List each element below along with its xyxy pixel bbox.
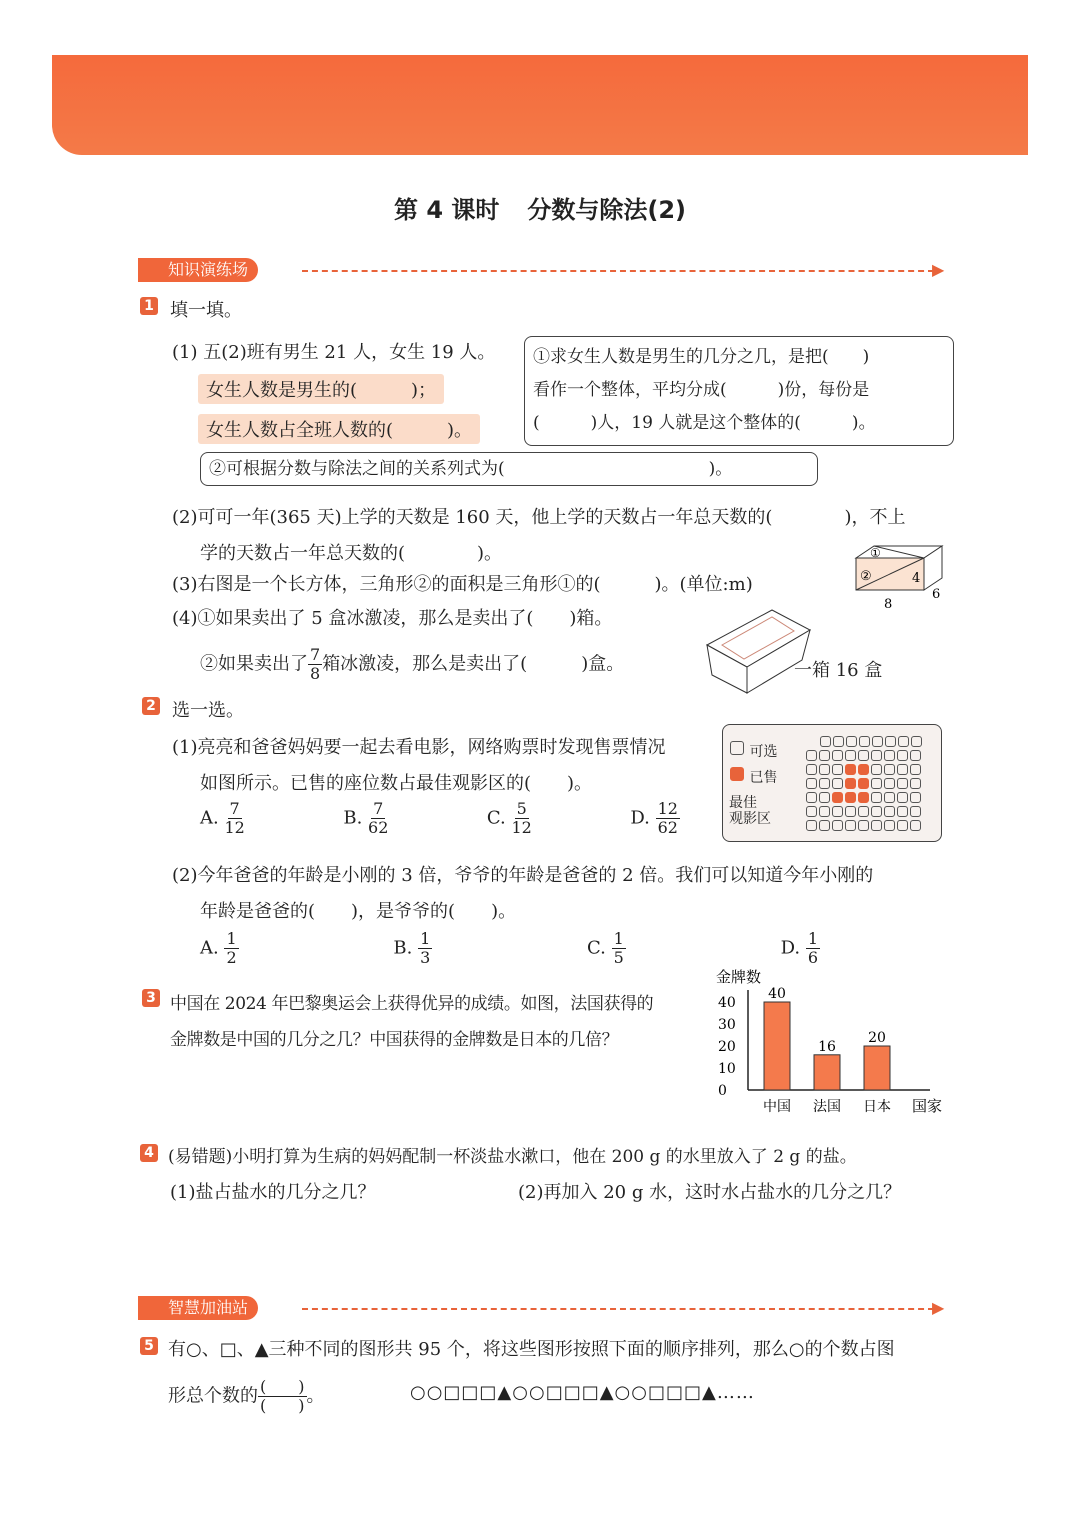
- seat[interactable]: [819, 778, 830, 789]
- option-letter: D.: [630, 807, 650, 829]
- numerator: 1: [807, 929, 818, 948]
- seat[interactable]: [845, 750, 856, 761]
- q2-p2-options: [200, 930, 820, 967]
- bar: [764, 1002, 790, 1090]
- available-seat-icon: [730, 741, 744, 755]
- seat[interactable]: [871, 820, 882, 831]
- legend-label: 观影区: [729, 811, 771, 827]
- width-label: 6: [932, 587, 941, 602]
- seat[interactable]: [832, 764, 843, 775]
- question-label: 选一选。: [172, 700, 244, 721]
- seat[interactable]: [806, 778, 817, 789]
- bar: [814, 1055, 840, 1090]
- q4-a: (1)盐占盐水的几分之几？: [170, 1182, 376, 1203]
- seat[interactable]: [845, 792, 856, 803]
- seat[interactable]: [819, 806, 830, 817]
- seat[interactable]: [910, 806, 921, 817]
- seat[interactable]: [885, 736, 896, 747]
- y-tick-label: 30: [718, 1017, 736, 1033]
- text: ②如果卖出了: [200, 653, 308, 675]
- divider: [302, 1308, 934, 1310]
- medal-chart: [712, 968, 962, 1118]
- text: 箱冰激凌，那么是卖出了( )盒。: [322, 653, 625, 675]
- denominator: 62: [657, 818, 678, 837]
- fraction: [612, 930, 626, 967]
- text: 如图所示。已售的座位数占最佳观影区的( )。: [200, 773, 593, 794]
- option-d[interactable]: [630, 800, 680, 837]
- q2-p2: [172, 858, 873, 930]
- option-letter: D.: [780, 937, 801, 959]
- seat[interactable]: [806, 820, 817, 831]
- seat[interactable]: [897, 778, 908, 789]
- section-challenge: 智慧加油站: [138, 1296, 258, 1320]
- fraction: [224, 930, 238, 967]
- seat[interactable]: [819, 764, 830, 775]
- hint-box-1: [524, 336, 954, 446]
- page-title: [0, 190, 1080, 225]
- seat[interactable]: [910, 750, 921, 761]
- numerator: 7: [310, 645, 321, 664]
- question-number: 5: [140, 1337, 158, 1355]
- seat[interactable]: [897, 764, 908, 775]
- hint-line: ( )人，19 人就是这个整体的( )。: [533, 413, 876, 433]
- seat[interactable]: [859, 736, 870, 747]
- fraction: [224, 800, 244, 837]
- seat[interactable]: [833, 736, 844, 747]
- q1-p1-a: 女生人数是男生的( )；: [198, 374, 444, 404]
- question-number: 4: [140, 1144, 158, 1162]
- seat[interactable]: [806, 792, 817, 803]
- fraction: [308, 646, 322, 683]
- option-letter: C.: [486, 807, 506, 829]
- hint-line: 看作一个整体，平均分成( )份，每份是: [533, 380, 870, 400]
- legend-label: 最佳: [729, 795, 757, 811]
- legend-label: 已售: [749, 770, 778, 786]
- seat[interactable]: [898, 736, 909, 747]
- q1-p1-b: 女生人数占全班人数的( )。: [198, 414, 480, 444]
- seat[interactable]: [845, 820, 856, 831]
- box-label: 一箱 16 盒: [794, 660, 883, 681]
- hint-line: ①求女生人数是男生的几分之几，是把( ): [533, 347, 870, 367]
- seat[interactable]: [911, 736, 922, 747]
- seat[interactable]: [910, 764, 921, 775]
- option-letter: A.: [200, 937, 219, 959]
- data-label: 20: [868, 1030, 886, 1046]
- triangle-2-label: ②: [860, 569, 872, 584]
- option-letter: B.: [343, 807, 363, 829]
- denominator: 5: [613, 948, 624, 967]
- q5-text2: 形总个数的 $\frac{( )}{( )}$ 。: [168, 1377, 325, 1415]
- seat[interactable]: [871, 750, 882, 761]
- text: (2)今年爸爸的年龄是小刚的 3 倍，爷爷的年龄是爸爸的 2 倍。我们可以知道今年小刚的: [172, 865, 874, 886]
- text: (1)亮亮和爸爸妈妈要一起去看电影，网络购票时发现售票情况: [172, 737, 666, 758]
- seat[interactable]: [832, 778, 843, 789]
- numerator: 1: [613, 929, 624, 948]
- q2-p1-options: [200, 800, 680, 837]
- y-tick-label: 40: [718, 995, 736, 1011]
- seat[interactable]: [832, 792, 843, 803]
- q1-p4a: (4)①如果卖出了 5 盒冰激凌，那么是卖出了( )箱。: [172, 608, 613, 629]
- denominator: 6: [807, 948, 818, 967]
- q1-p3: (3)右图是一个长方体，三角形②的面积是三角形①的( )。(单位:m): [172, 574, 753, 595]
- seat[interactable]: [910, 792, 921, 803]
- fraction: [806, 930, 820, 967]
- x-tick-label: 日本: [863, 1099, 891, 1115]
- option-letter: B.: [393, 937, 413, 959]
- seat[interactable]: [832, 806, 843, 817]
- bar: [864, 1046, 890, 1090]
- q1-p4b: [200, 646, 624, 683]
- numerator-blank: ( ): [260, 1377, 305, 1396]
- sold-seat-icon: [730, 767, 744, 781]
- denominator: 3: [420, 948, 431, 967]
- q1-p2: [172, 500, 905, 572]
- seat[interactable]: [858, 820, 869, 831]
- seat[interactable]: [897, 806, 908, 817]
- option-c[interactable]: [587, 930, 626, 967]
- height-label: 4: [912, 571, 921, 586]
- option-letter: C.: [587, 937, 606, 959]
- seat[interactable]: [832, 750, 843, 761]
- fraction: [512, 800, 532, 837]
- seat[interactable]: [884, 778, 895, 789]
- seat[interactable]: [858, 792, 869, 803]
- option-b[interactable]: [393, 930, 432, 967]
- seat-map: [722, 724, 942, 842]
- section-practice: 知识演练场: [138, 258, 258, 282]
- seat-legend: [729, 739, 777, 827]
- seat[interactable]: [897, 792, 908, 803]
- seat[interactable]: [845, 778, 856, 789]
- seat[interactable]: [871, 806, 882, 817]
- hint-box-2: ②可根据分数与除法之间的关系列式为( )。: [200, 452, 818, 486]
- seat[interactable]: [897, 820, 908, 831]
- shape-sequence: ○○□□□▲○○□□□▲○○□□□▲……: [410, 1382, 755, 1403]
- seat[interactable]: [819, 820, 830, 831]
- q4-b: (2)再加入 20 g 水，这时水占盐水的几分之几？: [518, 1182, 902, 1203]
- text: 年龄是爸爸的( )，是爷爷的( )。: [200, 901, 517, 922]
- option-c[interactable]: [487, 800, 532, 837]
- seat[interactable]: [910, 778, 921, 789]
- numerator: 7: [229, 799, 240, 818]
- data-label: 16: [818, 1038, 836, 1055]
- seat[interactable]: [910, 820, 921, 831]
- q5-text: 有○、□、▲三种不同的图形共 95 个，将这些图形按照下面的顺序排列，那么○的个数占图: [168, 1339, 895, 1360]
- answer-fraction: [258, 1378, 307, 1415]
- seat[interactable]: [884, 792, 895, 803]
- option-a[interactable]: [200, 930, 239, 967]
- seat[interactable]: [872, 736, 883, 747]
- question-number: 2: [142, 697, 160, 715]
- y-tick-label: 10: [718, 1061, 736, 1077]
- seat[interactable]: [845, 764, 856, 775]
- header-banner: [52, 55, 1028, 155]
- seat[interactable]: [871, 778, 882, 789]
- data-label: 40: [768, 986, 786, 1002]
- seat[interactable]: [871, 764, 882, 775]
- triangle-1-label: ①: [870, 546, 881, 560]
- x-axis-label: 国家: [912, 1097, 943, 1115]
- question-label: 填一填。: [170, 300, 242, 321]
- text: 学的天数占一年总天数的( )。: [200, 543, 503, 564]
- arrow-icon: ▶: [932, 1298, 945, 1317]
- question-number: 1: [140, 297, 158, 315]
- denominator: 2: [226, 948, 237, 967]
- q1-p1-stem: (1) 五(2)班有男生 21 人，女生 19 人。: [172, 342, 496, 363]
- seat[interactable]: [858, 764, 869, 775]
- text: 中国在 2024 年巴黎奥运会上获得优异的成绩。如图，法国获得的: [170, 994, 654, 1014]
- text: 金牌数是中国的几分之几？中国获得的金牌数是日本的几倍？: [170, 1030, 619, 1050]
- denominator-blank: ( ): [260, 1396, 305, 1415]
- seat[interactable]: [858, 806, 869, 817]
- lesson-number: 第 4 课时: [393, 196, 500, 224]
- option-letter: A.: [200, 807, 219, 829]
- seat[interactable]: [858, 778, 869, 789]
- option-a[interactable]: [200, 800, 245, 837]
- y-tick-label: 20: [718, 1039, 736, 1055]
- denominator: 12: [511, 818, 532, 837]
- text: (2)可可一年(365 天)上学的天数是 160 天，他上学的天数占一年总天数的( )，不上: [172, 507, 906, 528]
- fraction: [368, 800, 388, 837]
- x-tick-label: 中国: [763, 1099, 791, 1115]
- seat[interactable]: [897, 750, 908, 761]
- option-d[interactable]: [781, 930, 820, 967]
- seat[interactable]: [806, 806, 817, 817]
- seat[interactable]: [845, 806, 856, 817]
- seat[interactable]: [858, 750, 869, 761]
- numerator: 1: [420, 929, 431, 948]
- y-axis-label: 金牌数: [716, 968, 762, 986]
- seat[interactable]: [806, 750, 817, 761]
- arrow-icon: ▶: [932, 260, 945, 279]
- seat[interactable]: [832, 820, 843, 831]
- denominator: 62: [368, 818, 389, 837]
- q3-text: [170, 986, 653, 1058]
- fraction: [656, 800, 680, 837]
- text: 形总个数的: [168, 1385, 258, 1407]
- numerator: 1: [226, 929, 237, 948]
- seat-grid: [805, 735, 935, 833]
- y-tick-label: 0: [718, 1083, 727, 1099]
- seat[interactable]: [819, 792, 830, 803]
- x-tick-label: 法国: [813, 1099, 841, 1115]
- numerator: 12: [657, 799, 678, 818]
- legend-label: 可选: [749, 744, 778, 760]
- cuboid-figure: [850, 540, 950, 615]
- option-b[interactable]: [343, 800, 388, 837]
- seat[interactable]: [871, 792, 882, 803]
- seat[interactable]: [884, 820, 895, 831]
- denominator: 12: [224, 818, 245, 837]
- seat[interactable]: [819, 750, 830, 761]
- seat[interactable]: [846, 736, 857, 747]
- seat[interactable]: [884, 764, 895, 775]
- divider: [302, 270, 934, 272]
- fraction: [418, 930, 432, 967]
- seat[interactable]: [806, 764, 817, 775]
- numerator: 5: [516, 799, 527, 818]
- lesson-topic: 分数与除法(2): [527, 196, 687, 224]
- seat[interactable]: [884, 750, 895, 761]
- numerator: 7: [373, 799, 384, 818]
- seat[interactable]: [884, 806, 895, 817]
- seat[interactable]: [820, 736, 831, 747]
- question-number: 3: [142, 989, 160, 1007]
- denominator: 8: [310, 664, 321, 683]
- length-label: 8: [884, 597, 893, 612]
- q2-p1: [172, 730, 666, 802]
- q4-text: (易错题)小明打算为生病的妈妈配制一杯淡盐水漱口，他在 200 g 的水里放入了 2 g 的盐。: [168, 1147, 857, 1167]
